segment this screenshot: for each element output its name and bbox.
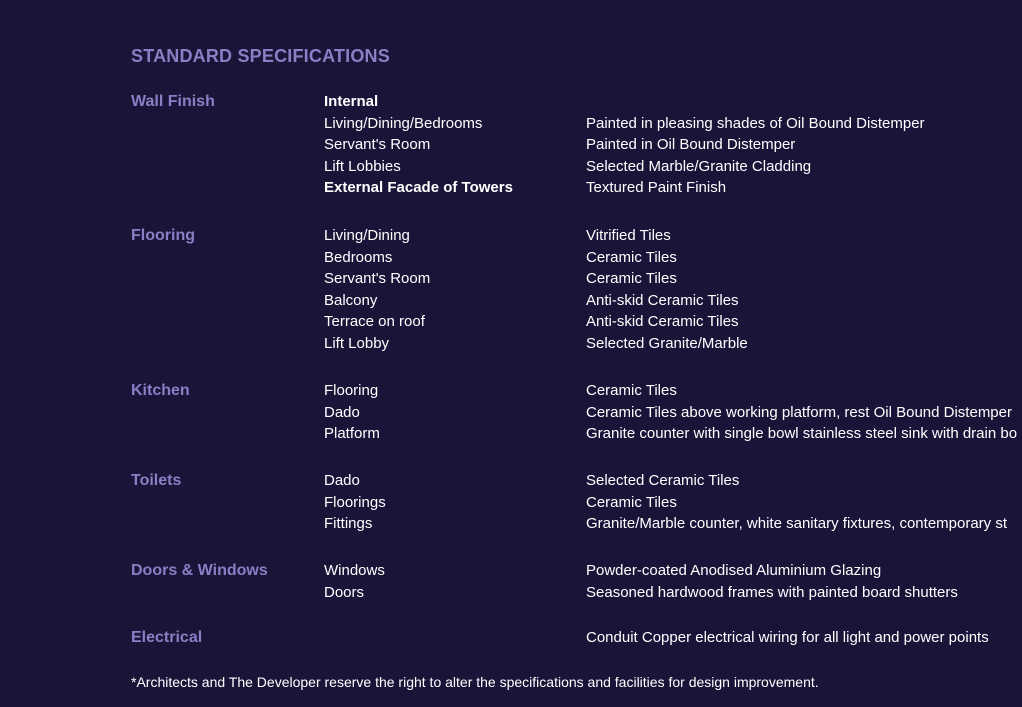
spec-item: Platform xyxy=(324,425,380,443)
spec-item: Internal xyxy=(324,93,379,110)
spec-desc: Anti-skid Ceramic Tiles xyxy=(586,313,739,331)
section-title: Doors & Windows xyxy=(131,562,268,579)
spec-desc: Textured Paint Finish xyxy=(586,179,727,197)
spec-item: Living/Dining/Bedrooms xyxy=(324,114,483,132)
spec-desc: Ceramic Tiles xyxy=(586,270,677,288)
spec-item: Dado xyxy=(324,472,360,489)
spec-item: Windows xyxy=(324,562,385,579)
spec-row xyxy=(0,560,1022,582)
spec-item: Balcony xyxy=(324,291,378,309)
spec-desc: Selected Marble/Granite Cladding xyxy=(586,157,812,175)
page-title: STANDARD SPECIFICATIONS xyxy=(131,46,390,66)
spec-desc: Selected Granite/Marble xyxy=(586,335,748,352)
section-title: Electrical xyxy=(131,629,203,646)
spec-row xyxy=(0,290,1022,312)
spec-row xyxy=(0,380,1022,402)
spec-desc: Anti-skid Ceramic Tiles xyxy=(586,291,739,309)
spec-item: Lift Lobby xyxy=(324,335,390,352)
spec-row xyxy=(0,333,1022,355)
spec-desc: Ceramic Tiles xyxy=(586,248,677,266)
spec-desc: Vitrified Tiles xyxy=(586,227,671,244)
spec-desc: Ceramic Tiles xyxy=(586,382,677,399)
spec-desc: Painted in pleasing shades of Oil Bound Distemper xyxy=(586,114,925,132)
spec-item: Servant's Room xyxy=(324,136,431,154)
spec-row xyxy=(0,582,1022,604)
spec-item: Dado xyxy=(324,403,360,421)
spec-row xyxy=(0,156,1022,178)
spec-desc: Seasoned hardwood frames with painted board shutters xyxy=(586,583,958,601)
spec-row xyxy=(0,134,1022,156)
spec-row xyxy=(0,311,1022,333)
spec-desc: Granite counter with single bowl stainless steel sink with drain bo xyxy=(586,425,1018,443)
spec-desc: Conduit Copper electrical wiring for all light and power points xyxy=(586,629,989,646)
spec-row xyxy=(0,513,1022,535)
spec-row xyxy=(0,247,1022,269)
section-title: Flooring xyxy=(131,227,195,244)
spec-row xyxy=(0,470,1022,492)
spec-desc: Powder-coated Anodised Aluminium Glazing xyxy=(586,562,882,579)
spec-row xyxy=(0,91,1022,113)
spec-item: Bedrooms xyxy=(324,248,393,266)
spec-desc: Painted in Oil Bound Distemper xyxy=(586,136,796,154)
spec-row xyxy=(0,627,1022,649)
spec-desc: Ceramic Tiles above working platform, rest Oil Bound Distemper xyxy=(586,403,1012,421)
spec-row xyxy=(0,225,1022,247)
section-title: Wall Finish xyxy=(131,93,215,110)
spec-row xyxy=(0,492,1022,514)
spec-item: Terrace on roof xyxy=(324,313,425,331)
spec-item: Doors xyxy=(324,583,365,601)
spec-desc: Granite/Marble counter, white sanitary fixtures, contemporary st xyxy=(586,515,1008,533)
spec-item: Living/Dining xyxy=(324,227,410,244)
spec-row xyxy=(0,268,1022,290)
spec-item: Lift Lobbies xyxy=(324,157,401,175)
spec-row xyxy=(0,423,1022,445)
section-title: Kitchen xyxy=(131,382,190,399)
spec-item: Floorings xyxy=(324,493,386,511)
spec-item: External Facade of Towers xyxy=(324,179,513,197)
section-title: Toilets xyxy=(131,472,182,489)
spec-row xyxy=(0,177,1022,199)
spec-item: Fittings xyxy=(324,515,373,533)
spec-row xyxy=(0,402,1022,424)
spec-desc: Selected Ceramic Tiles xyxy=(586,472,740,489)
spec-item: Flooring xyxy=(324,382,379,399)
spec-row xyxy=(0,113,1022,135)
footnote: *Architects and The Developer reserve the right to alter the specifications and facilities for design improvement. xyxy=(131,674,819,690)
spec-desc: Ceramic Tiles xyxy=(586,493,677,511)
spec-item: Servant's Room xyxy=(324,270,431,288)
